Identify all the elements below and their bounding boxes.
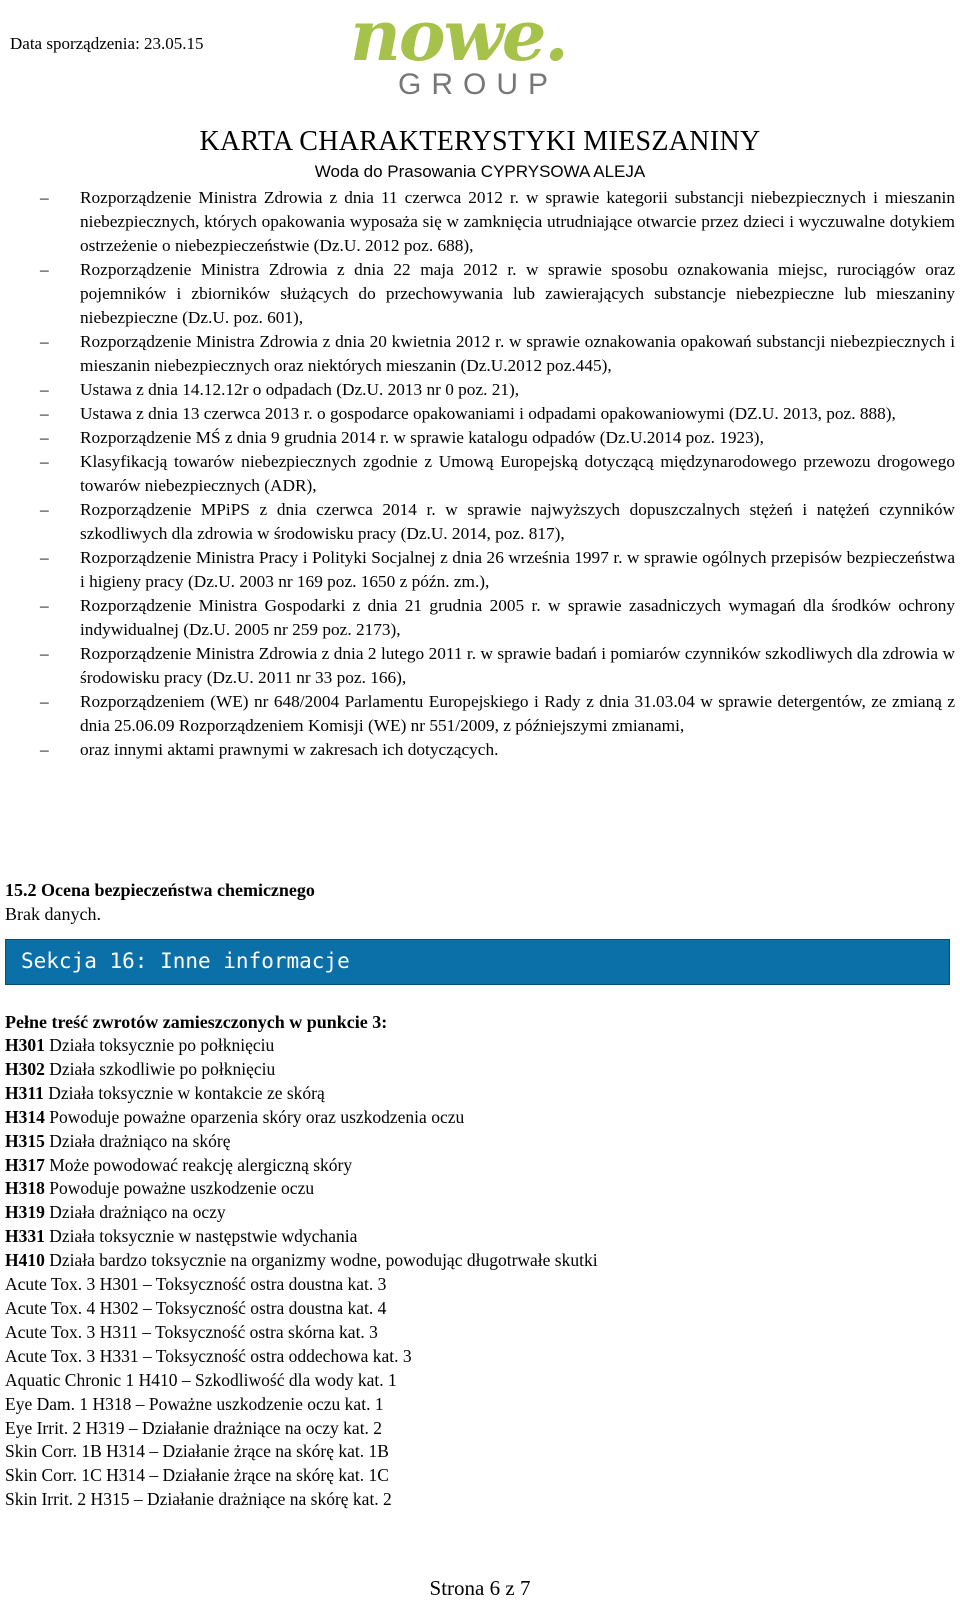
h-code: H301 [5, 1035, 45, 1055]
h-statement-row [5, 1082, 598, 1106]
regulation-item: – Ustawa z dnia 14.12.12r o odpadach (Dz.U. 2013 nr 0 poz. 21), [40, 378, 955, 402]
h-text: Działa bardzo toksycznie na organizmy wodne, powodując długotrwałe skutki [44, 1250, 598, 1271]
h-code: H315 [5, 1130, 45, 1151]
phrases-block [5, 1010, 598, 1512]
h-text: Może powodować reakcję alergiczną skóry [44, 1154, 353, 1175]
h-code: H331 [5, 1226, 45, 1247]
h-code: H311 [5, 1082, 44, 1103]
h-code: H317 [5, 1154, 45, 1175]
h-statement-row [5, 1177, 598, 1201]
section-16-title: Sekcja 16: Inne informacje [21, 949, 350, 973]
h-text: Działa szkodliwie po połknięciu [44, 1058, 276, 1079]
logo-group-text: GROUP [398, 68, 559, 101]
document-date: Data sporządzenia: 23.05.15 [10, 34, 204, 53]
h-statement-row [5, 1058, 598, 1082]
h-statement-row [5, 1130, 598, 1154]
h-code: H410 [5, 1250, 45, 1271]
phrases-heading: Pełne treść zwrotów zamieszczonych w punkcie 3: [5, 1012, 388, 1032]
regulation-item: – Rozporządzenie Ministra Gospodarki z dnia 21 grudnia 2005 r. w sprawie zasadniczych wymagań dla środków ochrony indywidualnej (Dz.U. 2005 nr 259 poz. 2173), [40, 594, 955, 642]
document-title: KARTA CHARAKTERYSTYKI MIESZANINY [199, 126, 761, 157]
company-logo [350, 0, 600, 110]
h-statement-row [5, 1154, 598, 1178]
regulation-item: – Ustawa z dnia 13 czerwca 2013 r. o gospodarce opakowaniami i odpadami opakowaniowymi (DZ.U. 2013, poz. 888), [40, 402, 955, 426]
h-statement-row [5, 1249, 598, 1273]
classification-row: Skin Corr. 1C H314 – Działanie żrące na skórę kat. 1C [5, 1465, 389, 1486]
h-text: Działa toksycznie w następstwie wdychania [44, 1226, 358, 1247]
classification-row: Acute Tox. 3 H331 – Toksyczność ostra oddechowa kat. 3 [5, 1345, 412, 1366]
section-15-2-text: Brak danych. [5, 904, 101, 924]
regulations-list [40, 186, 955, 762]
regulation-item: – Rozporządzenie MPiPS z dnia czerwca 2014 r. w sprawie najwyższych dopuszczalnych stężeń i natężeń czynników szkodliwych dla zdrowia w środowisku pracy (Dz.U. 2014, poz. 817), [40, 498, 955, 546]
h-code: H314 [5, 1106, 45, 1127]
regulation-item: – Rozporządzenie Ministra Zdrowia z dnia 22 maja 2012 r. w sprawie sposobu oznakowania miejsc, rurociągów oraz pojemników i zbiorników służących do przechowywania lub zawierających substancje niebezpieczne lub mieszaniny niebezpieczne (Dz.U. poz. 601), [40, 258, 955, 330]
classification-row: Skin Corr. 1B H314 – Działanie żrące na skórę kat. 1B [5, 1441, 389, 1462]
regulation-item: – Rozporządzenie Ministra Zdrowia z dnia 2 lutego 2011 r. w sprawie badań i pomiarów czynników szkodliwych dla zdrowia w środowisku pracy (Dz.U. 2011 nr 33 poz. 166), [40, 642, 955, 690]
classification-row: Aquatic Chronic 1 H410 – Szkodliwość dla wody kat. 1 [5, 1369, 397, 1390]
h-code: H302 [5, 1058, 45, 1079]
regulation-item: – Rozporządzenie Ministra Pracy i Polityki Socjalnej z dnia 26 września 1997 r. w sprawie ogólnych przepisów bezpieczeństwa i higieny pracy (Dz.U. 2003 nr 169 poz. 1650 z późn. zm.), [40, 546, 955, 594]
regulation-item: – Rozporządzenie MŚ z dnia 9 grudnia 2014 r. w sprawie katalogu odpadów (Dz.U.2014 poz. 1923), [40, 426, 955, 450]
regulation-item: – Rozporządzenie Ministra Zdrowia z dnia 11 czerwca 2012 r. w sprawie kategorii substancji niebezpiecznych i mieszanin niebezpiecznych, których opakowania wyposaża się w zamknięcia utrudniające otwarcie przez dzieci i wyczuwalne dotykiem ostrzeżenie o niebezpieczeństwie (Dz.U. 2012 poz. 688), [40, 186, 955, 258]
h-statement-row [5, 1034, 598, 1058]
h-text: Powoduje poważne oparzenia skóry oraz uszkodzenia oczu [44, 1106, 465, 1127]
regulation-item: – Rozporządzenie Ministra Zdrowia z dnia 20 kwietnia 2012 r. w sprawie oznakowania opakowań substancji niebezpiecznych i mieszanin niebezpiecznych oraz niektórych mieszanin (Dz.U.2012 poz.445), [40, 330, 955, 378]
classification-row: Eye Dam. 1 H318 – Poważne uszkodzenie oczu kat. 1 [5, 1393, 384, 1414]
h-text: Działa toksycznie w kontakcie ze skórą [43, 1082, 325, 1103]
classification-row: Acute Tox. 3 H301 – Toksyczność ostra doustna kat. 3 [5, 1274, 387, 1295]
logo-script-text: nowe. [350, 0, 567, 77]
regulation-item: – oraz innymi aktami prawnymi w zakresach ich dotyczących. [40, 738, 955, 762]
h-statement-row [5, 1106, 598, 1130]
section-16-header [5, 939, 950, 985]
classification-row: Eye Irrit. 2 H319 – Działanie drażniące na oczy kat. 2 [5, 1417, 383, 1438]
h-text: Powoduje poważne uszkodzenie oczu [44, 1178, 315, 1199]
section-15-2-heading: 15.2 Ocena bezpieczeństwa chemicznego [5, 880, 315, 900]
h-code: H319 [5, 1202, 45, 1223]
h-text: Działa drażniąco na oczy [44, 1202, 226, 1223]
h-code: H318 [5, 1178, 45, 1199]
h-text: Działa toksycznie po połknięciu [44, 1035, 275, 1055]
regulation-item: – Rozporządzeniem (WE) nr 648/2004 Parlamentu Europejskiego i Rady z dnia 31.03.04 w sprawie detergentów, ze zmianą z dnia 25.06.09 Rozporządzeniem Komisji (WE) nr 551/2009, z późniejszymi zmianami, [40, 690, 955, 738]
regulation-item: – Klasyfikacją towarów niebezpiecznych zgodnie z Umową Europejską dotyczącą międzynarodowego przewozu drogowego towarów niebezpiecznych (ADR), [40, 450, 955, 498]
classification-row: Acute Tox. 3 H311 – Toksyczność ostra skórna kat. 3 [5, 1321, 378, 1342]
h-text: Działa drażniąco na skórę [44, 1130, 231, 1151]
classification-row: Acute Tox. 4 H302 – Toksyczność ostra doustna kat. 4 [5, 1297, 387, 1318]
classification-row: Skin Irrit. 2 H315 – Działanie drażniące na skórę kat. 2 [5, 1489, 392, 1510]
h-statement-row [5, 1201, 598, 1225]
page-number: Strona 6 z 7 [429, 1576, 531, 1600]
product-name: Woda do Prasowania CYPRYSOWA ALEJA [314, 162, 646, 181]
h-statement-row [5, 1225, 598, 1249]
